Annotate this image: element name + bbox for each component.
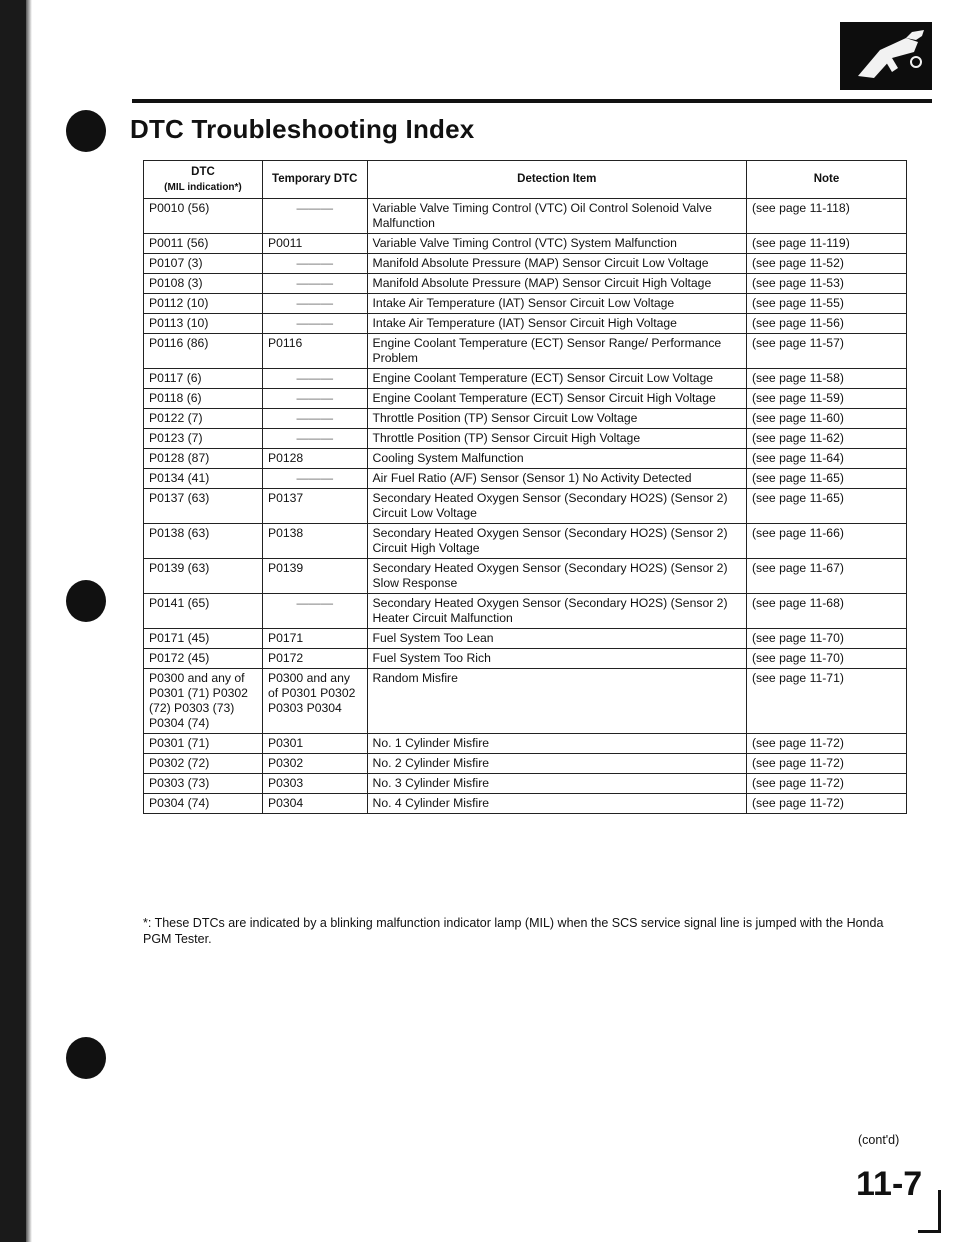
table-row <box>144 734 907 754</box>
header-dtc-label: DTC <box>191 165 215 178</box>
corner-mark <box>918 1190 941 1233</box>
cell-dtc: P0138 (63) <box>144 524 263 559</box>
cell-detection-item: No. 3 Cylinder Misfire <box>367 774 746 794</box>
table-row <box>144 369 907 389</box>
cell-dtc: P0302 (72) <box>144 754 263 774</box>
cell-dtc: P0118 (6) <box>144 389 263 409</box>
cell-note: (see page 11-65) <box>746 469 906 489</box>
cell-dtc: P0172 (45) <box>144 649 263 669</box>
cell-dtc: P0112 (10) <box>144 294 263 314</box>
cell-dtc: P0300 and any of P0301 (71) P0302 (72) P0303 (73) P0304 (74) <box>144 669 263 734</box>
cell-temporary-dtc: ——— <box>262 294 367 314</box>
cell-temporary-dtc: P0137 <box>262 489 367 524</box>
cell-note: (see page 11-65) <box>746 489 906 524</box>
cell-detection-item: No. 4 Cylinder Misfire <box>367 794 746 814</box>
table-row <box>144 199 907 234</box>
cell-dtc: P0134 (41) <box>144 469 263 489</box>
cell-note: (see page 11-55) <box>746 294 906 314</box>
cell-dtc: P0010 (56) <box>144 199 263 234</box>
footnote: *: These DTCs are indicated by a blinking malfunction indicator lamp (MIL) when the SCS service signal line is jumped with the Honda PGM Tester. <box>143 916 884 946</box>
cell-dtc: P0139 (63) <box>144 559 263 594</box>
table-row <box>144 754 907 774</box>
cell-temporary-dtc: P0138 <box>262 524 367 559</box>
cell-detection-item: Variable Valve Timing Control (VTC) System Malfunction <box>367 234 746 254</box>
cell-dtc: P0128 (87) <box>144 449 263 469</box>
page-title: DTC Troubleshooting Index <box>130 114 475 144</box>
table-row <box>144 794 907 814</box>
table-row <box>144 524 907 559</box>
table-row <box>144 489 907 524</box>
cell-detection-item: Cooling System Malfunction <box>367 449 746 469</box>
binding-edge <box>26 0 32 1242</box>
table-header-row <box>144 161 907 199</box>
cell-detection-item: No. 1 Cylinder Misfire <box>367 734 746 754</box>
table-row <box>144 234 907 254</box>
cell-detection-item: Secondary Heated Oxygen Sensor (Secondary HO2S) (Sensor 2) Heater Circuit Malfunction <box>367 594 746 629</box>
cell-note: (see page 11-66) <box>746 524 906 559</box>
header-detection-item: Detection Item <box>367 161 746 199</box>
table-row <box>144 649 907 669</box>
cell-dtc: P0171 (45) <box>144 629 263 649</box>
table-row <box>144 274 907 294</box>
cell-temporary-dtc: P0302 <box>262 754 367 774</box>
table-row <box>144 669 907 734</box>
cell-temporary-dtc: P0116 <box>262 334 367 369</box>
cell-detection-item: Secondary Heated Oxygen Sensor (Secondary HO2S) (Sensor 2) Circuit High Voltage <box>367 524 746 559</box>
cell-detection-item: Intake Air Temperature (IAT) Sensor Circuit Low Voltage <box>367 294 746 314</box>
cell-detection-item: Manifold Absolute Pressure (MAP) Sensor Circuit Low Voltage <box>367 254 746 274</box>
cell-note: (see page 11-118) <box>746 199 906 234</box>
dtc-index-table <box>143 160 907 814</box>
cell-detection-item: Air Fuel Ratio (A/F) Sensor (Sensor 1) No Activity Detected <box>367 469 746 489</box>
cell-dtc: P0137 (63) <box>144 489 263 524</box>
table-row <box>144 774 907 794</box>
cell-note: (see page 11-67) <box>746 559 906 594</box>
cell-note: (see page 11-70) <box>746 629 906 649</box>
cell-note: (see page 11-70) <box>746 649 906 669</box>
cell-temporary-dtc: ——— <box>262 389 367 409</box>
cell-temporary-dtc: ——— <box>262 274 367 294</box>
cell-detection-item: Manifold Absolute Pressure (MAP) Sensor Circuit High Voltage <box>367 274 746 294</box>
cell-detection-item: Random Misfire <box>367 669 746 734</box>
cell-temporary-dtc: ——— <box>262 409 367 429</box>
cell-note: (see page 11-64) <box>746 449 906 469</box>
cell-temporary-dtc: P0011 <box>262 234 367 254</box>
header-dtc <box>144 161 263 199</box>
cell-note: (see page 11-72) <box>746 754 906 774</box>
header-rule <box>132 99 932 103</box>
cell-dtc: P0117 (6) <box>144 369 263 389</box>
cell-detection-item: Secondary Heated Oxygen Sensor (Secondary HO2S) (Sensor 2) Slow Response <box>367 559 746 594</box>
cell-note: (see page 11-62) <box>746 429 906 449</box>
section-bullet <box>66 580 106 622</box>
cell-detection-item: Fuel System Too Rich <box>367 649 746 669</box>
cell-detection-item: Intake Air Temperature (IAT) Sensor Circuit High Voltage <box>367 314 746 334</box>
table-row <box>144 334 907 369</box>
table-row <box>144 294 907 314</box>
cell-detection-item: Throttle Position (TP) Sensor Circuit High Voltage <box>367 429 746 449</box>
cell-temporary-dtc: P0128 <box>262 449 367 469</box>
cell-detection-item: Variable Valve Timing Control (VTC) Oil Control Solenoid Valve Malfunction <box>367 199 746 234</box>
cell-detection-item: Secondary Heated Oxygen Sensor (Secondary HO2S) (Sensor 2) Circuit Low Voltage <box>367 489 746 524</box>
cell-note: (see page 11-68) <box>746 594 906 629</box>
cell-dtc: P0116 (86) <box>144 334 263 369</box>
section-bullet <box>66 1037 106 1079</box>
table-row <box>144 409 907 429</box>
cell-detection-item: No. 2 Cylinder Misfire <box>367 754 746 774</box>
cell-note: (see page 11-72) <box>746 774 906 794</box>
cell-note: (see page 11-52) <box>746 254 906 274</box>
cell-note: (see page 11-57) <box>746 334 906 369</box>
cell-temporary-dtc: P0171 <box>262 629 367 649</box>
fuel-nozzle-icon <box>840 22 932 90</box>
cell-detection-item: Throttle Position (TP) Sensor Circuit Low Voltage <box>367 409 746 429</box>
cell-dtc: P0141 (65) <box>144 594 263 629</box>
table-row <box>144 559 907 594</box>
cell-temporary-dtc: ——— <box>262 199 367 234</box>
cell-temporary-dtc: P0300 and any of P0301 P0302 P0303 P0304 <box>262 669 367 734</box>
cell-detection-item: Engine Coolant Temperature (ECT) Sensor Range/ Performance Problem <box>367 334 746 369</box>
cell-note: (see page 11-53) <box>746 274 906 294</box>
cell-temporary-dtc: P0172 <box>262 649 367 669</box>
cell-temporary-dtc: P0139 <box>262 559 367 594</box>
cell-dtc: P0122 (7) <box>144 409 263 429</box>
cell-temporary-dtc: ——— <box>262 314 367 334</box>
cell-note: (see page 11-60) <box>746 409 906 429</box>
table-row <box>144 449 907 469</box>
page-number: 11-7 <box>856 1165 923 1203</box>
cell-dtc: P0301 (71) <box>144 734 263 754</box>
cell-note: (see page 11-119) <box>746 234 906 254</box>
cell-temporary-dtc: P0304 <box>262 794 367 814</box>
table-row <box>144 429 907 449</box>
cell-note: (see page 11-71) <box>746 669 906 734</box>
cell-dtc: P0113 (10) <box>144 314 263 334</box>
cell-detection-item: Engine Coolant Temperature (ECT) Sensor Circuit High Voltage <box>367 389 746 409</box>
cell-dtc: P0303 (73) <box>144 774 263 794</box>
header-note: Note <box>746 161 906 199</box>
cell-dtc: P0123 (7) <box>144 429 263 449</box>
cell-dtc: P0108 (3) <box>144 274 263 294</box>
section-bullet <box>66 110 106 152</box>
cell-dtc: P0011 (56) <box>144 234 263 254</box>
cell-note: (see page 11-72) <box>746 794 906 814</box>
table-row <box>144 254 907 274</box>
table-row <box>144 594 907 629</box>
table-row <box>144 314 907 334</box>
cell-note: (see page 11-72) <box>746 734 906 754</box>
cell-temporary-dtc: ——— <box>262 594 367 629</box>
cell-temporary-dtc: P0301 <box>262 734 367 754</box>
header-temporary-dtc: Temporary DTC <box>262 161 367 199</box>
cell-temporary-dtc: ——— <box>262 369 367 389</box>
table-row <box>144 389 907 409</box>
cell-note: (see page 11-58) <box>746 369 906 389</box>
cell-temporary-dtc: ——— <box>262 469 367 489</box>
cell-dtc: P0107 (3) <box>144 254 263 274</box>
table-row <box>144 629 907 649</box>
header-dtc-sub: (MIL indication*) <box>164 181 242 193</box>
cell-dtc: P0304 (74) <box>144 794 263 814</box>
cell-note: (see page 11-56) <box>746 314 906 334</box>
cell-temporary-dtc: ——— <box>262 429 367 449</box>
continued-label: (cont'd) <box>858 1133 900 1147</box>
cell-detection-item: Engine Coolant Temperature (ECT) Sensor Circuit Low Voltage <box>367 369 746 389</box>
cell-temporary-dtc: ——— <box>262 254 367 274</box>
cell-note: (see page 11-59) <box>746 389 906 409</box>
cell-temporary-dtc: P0303 <box>262 774 367 794</box>
binding-strip <box>0 0 26 1242</box>
cell-detection-item: Fuel System Too Lean <box>367 629 746 649</box>
table-row <box>144 469 907 489</box>
